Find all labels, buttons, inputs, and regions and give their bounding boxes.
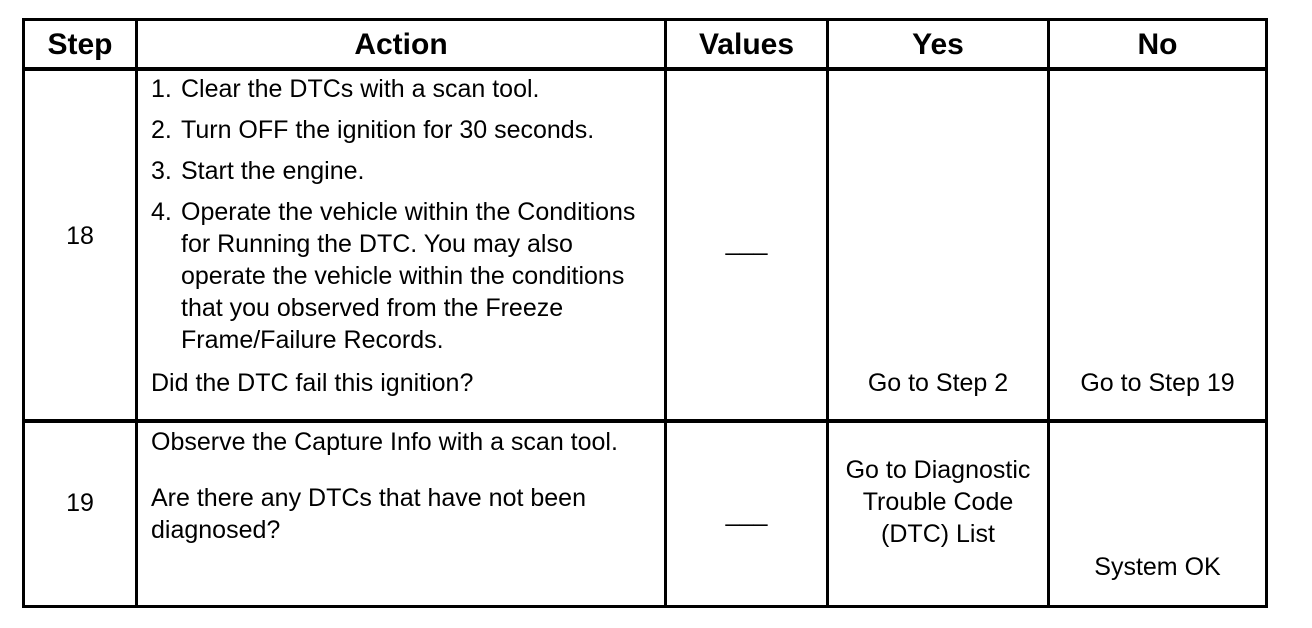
header-no: No	[1137, 28, 1178, 61]
column-divider	[826, 21, 829, 605]
no-outcome: Go to Step 19	[1080, 369, 1235, 397]
header-step: Step	[47, 28, 113, 61]
action-step	[151, 155, 659, 187]
step-number: 18	[66, 222, 94, 250]
values-cell: ___	[725, 499, 768, 527]
action-steps-list	[151, 73, 659, 356]
instruction-text: Observe the Capture Info with a scan tool.	[151, 428, 618, 456]
no-outcome: System OK	[1094, 553, 1221, 581]
header-values: Values	[698, 28, 795, 61]
step-index: 3.	[151, 157, 172, 185]
values-cell: ___	[725, 228, 768, 256]
column-divider	[1047, 21, 1050, 605]
step-text: Clear the DTCs with a scan tool.	[181, 75, 540, 103]
action-step	[151, 114, 659, 146]
row-divider	[25, 419, 1265, 423]
header-yes: Yes	[912, 28, 964, 61]
column-divider	[135, 21, 138, 605]
step-index: 2.	[151, 116, 172, 144]
step-text: Operate the vehicle within the Conditions for Running the DTC. You may also operate the vehicle within the conditions that you observed from the Freeze Frame/Failure Records.	[181, 198, 636, 354]
action-cell	[151, 426, 659, 546]
step-text: Start the engine.	[181, 157, 365, 185]
step-text: Turn OFF the ignition for 30 seconds.	[181, 116, 595, 144]
question-text: Did the DTC fail this ignition?	[151, 369, 474, 397]
step-number: 19	[66, 489, 94, 517]
action-step	[151, 196, 659, 356]
yes-outcome: Go to Step 2	[867, 369, 1009, 397]
question-text: Are there any DTCs that have not been diagnosed?	[151, 484, 586, 544]
header-action: Action	[354, 28, 448, 61]
step-index: 4.	[151, 198, 172, 226]
action-step	[151, 73, 659, 105]
diagnostic-table	[22, 18, 1268, 608]
action-cell	[151, 73, 659, 365]
step-index: 1.	[151, 75, 172, 103]
yes-outcome: Go to Diagnostic Trouble Code (DTC) List	[845, 456, 1031, 548]
